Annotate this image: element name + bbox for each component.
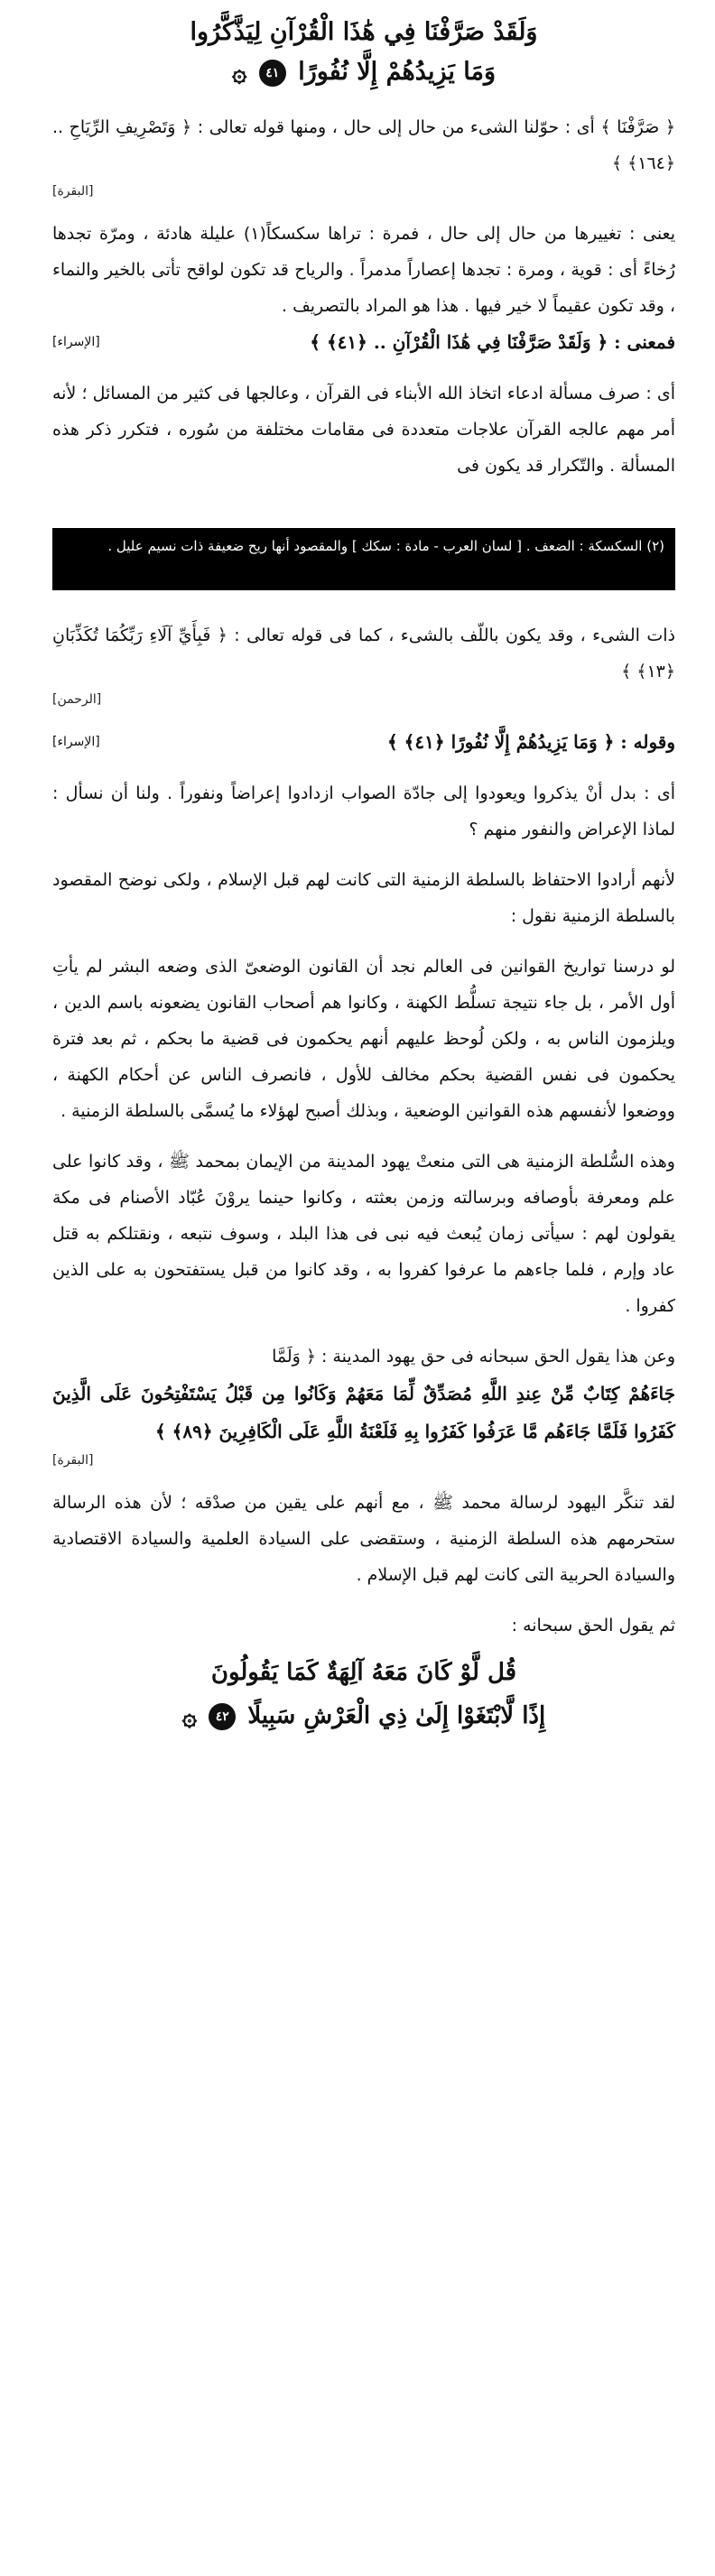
surah-reference: [الإسراء] [52,334,100,349]
footnote [52,528,675,590]
paragraph: لو درسنا تواريخ القوانين فى العالم نجد أن القانون الوضعىّ الذى وضعه البشر لم يأتِ أول الأمر ، بل جاء نتيجة تسلُّط الكهنة ، وكانوا هم أصحاب القانون يضعونه باسم الدين ، ويلزمون الناس به ، ولكن لُوحظ عليهم أنهم يحكمون فى قضية ما بحكم ، ثم بعد فترة يحكمون فى نفس القضية بحكم مخالف للأول ، فانصرف الناس عن أحكام الكهنة ، ووضعوا لأنفسهم هذه القوانين الوضعية ، وبذلك أصبح لهؤلاء ما يُسمَّى بالسلطة الزمنية . [52,957,675,1121]
paragraph [52,324,675,361]
verse-heading-line1: وَلَقَدْ صَرَّفْنَا فِي هَٰذَا الْقُرْآنِ لِيَذَّكَّرُوا [190,18,538,46]
ornament-icon: ۞ [231,57,247,88]
quran-quote: وقوله : ﴿ وَمَا يَزِيدُهُمْ إِلَّا نُفُورًا ﴿٤١﴾ ﴾ [387,731,675,753]
paragraph: لقد تنكَّر اليهود لرسالة محمد ﷺ ، مع أنهم على يقين من صدْقه ؛ لأن هذه الرسالة ستحرمهم هذه السلطة الزمنية ، وستقضى على السيادة العلمية والسيادة الاقتصادية والسيادة الحربية التى كانت لهم قبل الإسلام . [52,1493,675,1585]
paragraph: وعن هذا يقول الحق سبحانه فى حق يهود المدينة : ﴿ وَلَمَّا [272,1347,675,1367]
ayah-number-badge: ٤١ [259,60,286,87]
paragraph [52,724,675,761]
quran-verse-block: جَاءَهُمْ كِتَابٌ مِّنْ عِندِ اللَّهِ مُصَدِّقٌ لِّمَا مَعَهُمْ وَكَانُوا مِن قَبْلُ يَسْتَفْتِحُونَ عَلَى الَّذِينَ كَفَرُوا فَلَمَّا جَاءَهُم مَّا عَرَفُوا كَفَرُوا بِهِ فَلَعْنَةُ اللَّهِ عَلَى الْكَافِرِينَ ﴿٨٩﴾ ﴾ [52,1383,675,1442]
paragraph: أى : صرف مسألة ادعاء اتخاذ الله الأبناء فى القرآن ، وعالجها فى كثير من المسائل ؛ لأنه أمر مهم عالجه القرآن علاجات متعددة فى مقامات مختلفة من سُوره ، فتكرر ذكر هذه المسألة . والتّكرار قد يكون فى [52,383,675,476]
surah-reference: [الرحمن] [52,692,102,707]
closing-verse [52,1651,675,1738]
closing-verse-line2: إِذًا لَّابْتَغَوْا إِلَىٰ ذِي الْعَرْشِ سَبِيلًا [247,1702,546,1729]
verse-heading-line2-wrap [52,52,675,93]
page-bottom [52,590,675,2576]
page-top [52,0,675,528]
surah-reference: [البقرة] [52,183,94,199]
paragraph: أى : بدل أنْ يذكروا ويعودوا إلى جادّة الصواب ازدادوا إعراضاً ونفوراً . ولنا أن نسأل : لماذا الإعراض والنفور منهم ؟ [52,783,675,839]
footnote-text: (٢) السكسكة : الضعف . [ لسان العرب - مادة : سكك ] والمقصود أنها ريح ضعيفة ذات نسيم عليل . [107,538,664,554]
verse-heading [52,13,675,93]
paragraph: لأنهم أرادوا الاحتفاظ بالسلطة الزمنية التى كانت لهم قبل الإسلام ، ولكى نوضح المقصود بالسلطة الزمنية نقول : [52,870,675,926]
paragraph: ثم يقول الحق سبحانه : [511,1616,675,1635]
quran-quote: فمعنى : ﴿ وَلَقَدْ صَرَّفْنَا فِي هَٰذَا الْقُرْآنِ .. ﴿٤١﴾ ﴾ [310,330,675,353]
surah-reference: [البقرة] [52,1453,94,1468]
surah-reference: [الإسراء] [52,735,100,749]
verse-heading-line2: وَمَا يَزِيدُهُمْ إِلَّا نُفُورًا [298,58,496,86]
paragraph: ذات الشىء ، وقد يكون باللّف بالشىء ، كما فى قوله تعالى : ﴿ فَبِأَيِّ آلَاءِ رَبِّكُمَا تُكَذِّبَانِ ﴿١٣﴾ ﴾ [52,625,675,681]
paragraph: يعنى : تغييرها من حال إلى حال ، فمرة : تراها سكسكاً(١) عليلة هادئة ، ومرّة تجدها رُخاءً أى : قوية ، ومرة : تجدها إعصاراً مدمراً . والرياح قد تكون لواقح تأتى بالخير والنماء ، وقد تكون عقيماً لا خير فيها . هذا هو المراد بالتصريف . [52,223,676,316]
paragraph: ﴿ صَرَّفْنَا ﴾ أى : حوّلنا الشىء من حال إلى حال ، ومنها قوله تعالى : ﴿ وَتَصْرِيفِ الرِّيَاحِ .. ﴿١٦٤﴾ ﴾ [52,116,675,173]
closing-verse-line2-wrap [52,1694,675,1738]
ornament-icon: ۞ [181,1701,198,1731]
ayah-number-badge: ٤٢ [209,1703,236,1730]
paragraph: وهذه السُّلطة الزمنية هى التى منعتْ يهود المدينة من الإيمان بمحمد ﷺ ، وقد كانوا على علم ومعرفة بأوصافه وبرسالته وزمن بعثته ، وكانوا حينما يروْنَ عُبّاد الأصنام فى مكة يقولون لهم : سيأتى زمان يُبعث فيه نبى فى هذا البلد ، وسوف نتبعه ، ونقتلكم به قتل عاد وإرم ، فلما جاءهم ما عرفوا كفروا به ، وقد كانوا من قبل يستفتحون به على الذين كفروا . [52,1152,675,1316]
closing-verse-line1: قُل لَّوْ كَانَ مَعَهُ آلِهَةٌ كَمَا يَقُولُونَ [210,1659,517,1686]
